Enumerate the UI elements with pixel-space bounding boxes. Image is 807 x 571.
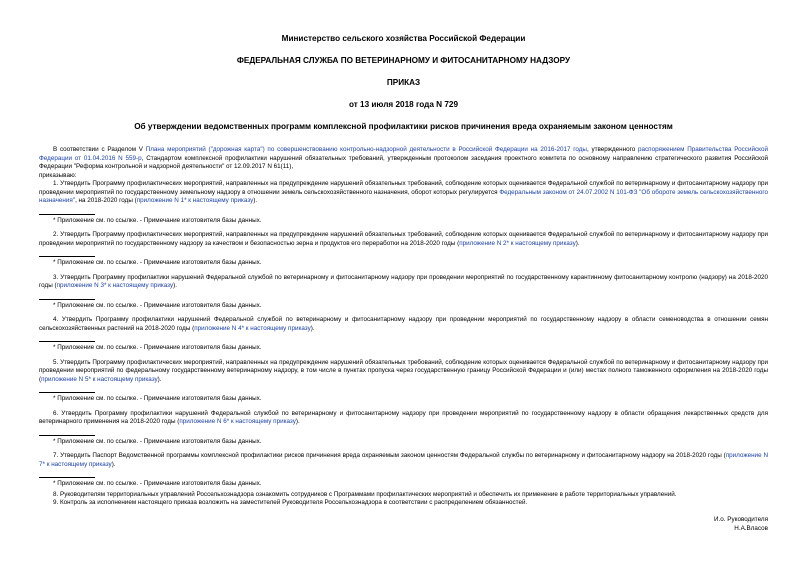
item-text: ).: [157, 375, 162, 383]
document-type: ПРИКАЗ: [386, 78, 421, 87]
preamble-paragraph: [39, 146, 768, 172]
federal-law-link[interactable]: Федеральным законом от 24.07.2002 N 101-ФЗ "Об обороте земель сельскохозяйственного назначения": [39, 188, 769, 204]
item-text: 5. Утвердить Программу профилактических мероприятий, направленных на предупреждение нарушений обязательных требований, соблюдение которых оценивается Федеральной службой по ветеринарному и фитосанитарному надзору при проведении мероприятий по федеральному государственному ветеринарному надзору, в том числе в пунктах пропуска через государственную границу Российской Федерации и (или) местах полного таможенного оформления на 2018-2020 годы (: [39, 358, 768, 383]
item-6: [39, 410, 768, 427]
item-text: 1. Утвердить Программу профилактических мероприятий, направленных на предупреждение нарушений обязательных требований, соблюдение которых оценивается Федеральной службой по ветеринарному и фитосанитарному надзору при проведении мероприятий по государственному земельному надзору в отношении земель сельскохозяйственного назначения, оборот которых регулируется: [39, 180, 768, 196]
item-text: ).: [310, 324, 315, 332]
footnote-divider: [39, 435, 95, 436]
preamble-text: В соответствии с Разделом V: [53, 146, 146, 153]
signature-block: [39, 515, 768, 533]
footnote: * Приложение см. по ссылке. - Примечание изготовителя базы данных.: [53, 301, 262, 309]
item-text: , на 2018-2020 годы (: [75, 197, 137, 204]
footnote: * Приложение см. по ссылке. - Примечание изготовителя базы данных.: [53, 344, 262, 351]
footnote: * Приложение см. по ссылке. - Примечание изготовителя базы данных.: [53, 437, 262, 445]
item-2: [39, 231, 768, 248]
appendix-4-link[interactable]: приложение N 4* к настоящему приказу: [194, 324, 311, 332]
item-text: 7. Утвердить Паспорт Ведомственной программы комплексной профилактики рисков причинения вреда охраняемым законом ценностям Федеральной службы по ветеринарному и фитосанитарному надзору на 2018-2020 годы (: [53, 452, 726, 459]
item-text: ).: [111, 460, 116, 468]
footnote: * Приложение см. по ссылке. - Примечание изготовителя базы данных.: [53, 395, 262, 402]
item-5: [39, 359, 768, 385]
preamble-text: , утвержденного: [586, 146, 639, 153]
item-9: 9. Контроль за исполнением настоящего приказа возложить на заместителей Руководителя Россельхознадзора в соответствии с распределением обязанностей.: [53, 499, 528, 506]
item-text: 6. Утвердить Программу профилактики нарушений Федеральной службой по ветеринарному и фитосанитарному надзору при проведении мероприятий по государственному надзору в области обращения лекарственных средств для ветеринарного применения на 2018-2020 годы (: [39, 409, 768, 425]
appendix-1-link[interactable]: приложение N 1* к настоящему приказу: [136, 197, 254, 204]
preamble-text: , Стандартом комплексной профилактики нарушений обязательных требований, утвержденным протоколом заседания проектного комитета по основному направлению стратегического развития Российской Федерации "Реформа контрольной и надзорной деятельности" от 12.09.2017 N 61(11),: [39, 154, 768, 170]
service-name: ФЕДЕРАЛЬНАЯ СЛУЖБА ПО ВЕТЕРИНАРНОМУ И ФИТОСАНИТАРНОМУ НАДЗОРУ: [236, 56, 571, 65]
footnote-divider: [39, 341, 95, 342]
document-title: Об утверждении ведомственных программ комплексной профилактики рисков причинения вреда охраняемым законом ценностям: [134, 122, 673, 131]
footnote-divider: [39, 299, 95, 300]
footnote: * Приложение см. по ссылке. - Примечание изготовителя базы данных.: [53, 480, 262, 487]
appendix-3-link[interactable]: приложение N 3* к настоящему приказу: [56, 282, 174, 289]
item-8: 8. Руководителям территориальных управлений Россельхознадзора ознакомить сотрудников с Программами профилактических мероприятий и обеспечить их применение в работе территориальных управлений.: [53, 490, 677, 498]
item-text: 4. Утвердить Программу профилактики нарушений Федеральной службой по ветеринарному и фитосанитарному надзору при проведении мероприятий по государственному надзору в области семеноводства в отношении семян сельскохозяйственных растений на 2018-2020 годы (: [39, 316, 768, 332]
footnote-divider: [39, 477, 95, 478]
footnote-divider: [39, 214, 95, 215]
government-order-link[interactable]: распоряжением Правительства Российской Федерации от 01.04.2016 N 559-р: [39, 146, 768, 162]
item-text: ).: [295, 418, 300, 425]
item-text: ).: [173, 282, 177, 289]
ministry-name: Министерство сельского хозяйства Российской Федерации: [281, 34, 526, 43]
footnote-divider: [39, 392, 95, 393]
order-word: приказываю:: [39, 171, 77, 179]
signatory-position: И.о. Руководителя: [714, 515, 768, 523]
item-1: [39, 180, 768, 206]
item-3: [39, 274, 768, 291]
item-text: 3. Утвердить Программу профилактики нарушений Федеральной службой по ветеринарному и фитосанитарному надзору при проведении мероприятий по государственному карантинному фитосанитарному контролю (надзору) на 2018-2020 годы (: [39, 273, 768, 289]
appendix-5-link[interactable]: приложение N 5* к настоящему приказу: [41, 375, 158, 383]
roadmap-link[interactable]: Плана мероприятий ("дорожная карта") по совершенствованию контрольно-надзорной деятельности в Российской Федерации на 2016-2017 годы: [145, 146, 587, 153]
item-text: ).: [575, 239, 580, 247]
document-date: от 13 июля 2018 года N 729: [348, 100, 459, 109]
item-4: [39, 316, 768, 333]
footnote: * Приложение см. по ссылке. - Примечание изготовителя базы данных.: [53, 216, 262, 224]
footnote: * Приложение см. по ссылке. - Примечание изготовителя базы данных.: [53, 259, 262, 266]
item-text: 2. Утвердить Программу профилактических мероприятий, направленных на предупреждение нарушений обязательных требований, соблюдение которых оценивается Федеральной службой по ветеринарному и фитосанитарному надзору при проведении мероприятий по государственному надзору за качеством и безопасностью зерна и продуктов его переработки на 2018-2020 годы (: [39, 231, 768, 247]
item-text: ).: [253, 197, 258, 204]
signatory-name: Н.А.Власов: [734, 524, 768, 532]
footnote-divider: [39, 256, 95, 257]
appendix-7-link[interactable]: приложение N 7* к настоящему приказу: [39, 452, 768, 468]
item-7: [39, 452, 768, 469]
appendix-6-link[interactable]: приложение N 6* к настоящему приказу: [179, 418, 296, 425]
appendix-2-link[interactable]: приложение N 2* к настоящему приказу: [459, 239, 576, 247]
